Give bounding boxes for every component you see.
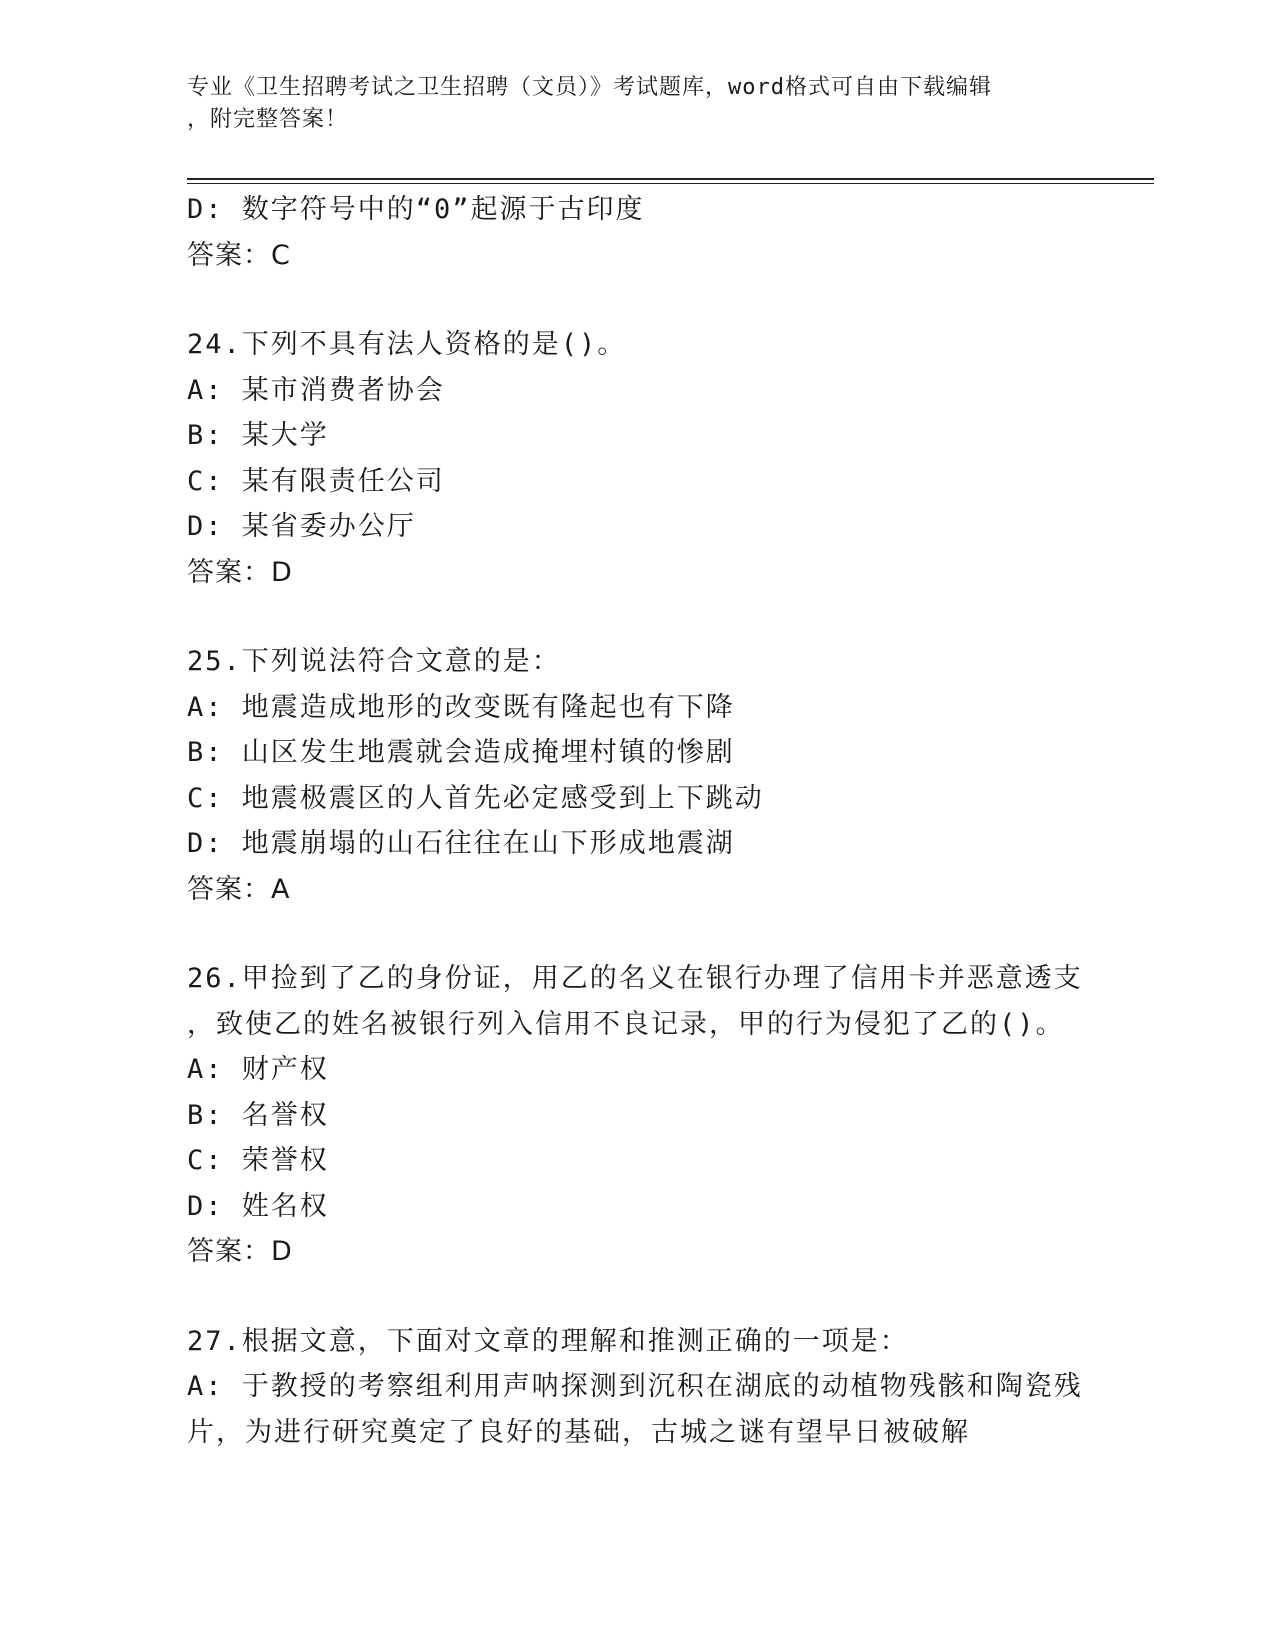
header-title-line-1: 专业《卫生招聘考试之卫生招聘（文员）》考试题库，word格式可自由下载编辑 <box>187 75 992 100</box>
option-a: A: 地震造成地形的改变既有隆起也有下降 <box>187 691 735 723</box>
header-divider-thin <box>187 183 1154 184</box>
document-body <box>187 187 1087 1455</box>
option-b: B: 某大学 <box>187 420 329 451</box>
answer: 答案：D <box>187 1236 293 1267</box>
option-d: D: 地震崩塌的山石往往在山下形成地震湖 <box>187 828 735 859</box>
spacer <box>187 912 1087 956</box>
header-title-line-2: ，附完整答案！ <box>187 107 349 132</box>
option-a-line-1: A: 于教授的考察组利用声呐探测到沉积在湖底的动植物残骸和陶瓷残 <box>187 1371 1083 1402</box>
prev-question-answer: 答案：C <box>187 239 291 271</box>
document-header <box>187 72 1087 136</box>
option-b: B: 山区发生地震就会造成掩埋村镇的惨剧 <box>187 737 735 768</box>
question-stem-line-1: 26.甲捡到了乙的身份证，用乙的名义在银行办理了信用卡并恶意透支 <box>187 963 1083 994</box>
option-d: D: 姓名权 <box>187 1190 329 1222</box>
option-c: C: 荣誉权 <box>187 1145 329 1176</box>
answer: 答案：D <box>187 556 293 588</box>
answer: 答案：A <box>187 873 291 905</box>
header-divider-thick <box>187 178 1154 180</box>
question-stem-line-2: ，致使乙的姓名被银行列入信用不良记录，甲的行为侵犯了乙的()。 <box>187 1008 1065 1040</box>
option-c: C: 某有限责任公司 <box>187 465 445 497</box>
question-stem: 25.下列说法符合文意的是： <box>187 646 561 677</box>
question-stem: 27.根据文意，下面对文章的理解和推测正确的一项是： <box>187 1325 909 1357</box>
question-24 <box>187 322 1087 595</box>
option-a: A: 财产权 <box>187 1054 329 1085</box>
option-c: C: 地震极震区的人首先必定感受到上下跳动 <box>187 782 764 814</box>
option-d: D: 某省委办公厅 <box>187 511 416 542</box>
question-26 <box>187 956 1087 1275</box>
question-stem: 24.下列不具有法人资格的是()。 <box>187 329 627 360</box>
question-25 <box>187 639 1087 912</box>
option-a-line-2: 片，为进行研究奠定了良好的基础，古城之谜有望早日被破解 <box>187 1416 970 1448</box>
question-27 <box>187 1319 1087 1456</box>
spacer <box>187 595 1087 639</box>
spacer <box>187 1275 1087 1319</box>
option-b: B: 名誉权 <box>187 1099 329 1131</box>
option-a: A: 某市消费者协会 <box>187 374 445 406</box>
prev-question-option-d: D: 数字符号中的“0”起源于古印度 <box>187 194 645 225</box>
spacer <box>187 278 1087 322</box>
